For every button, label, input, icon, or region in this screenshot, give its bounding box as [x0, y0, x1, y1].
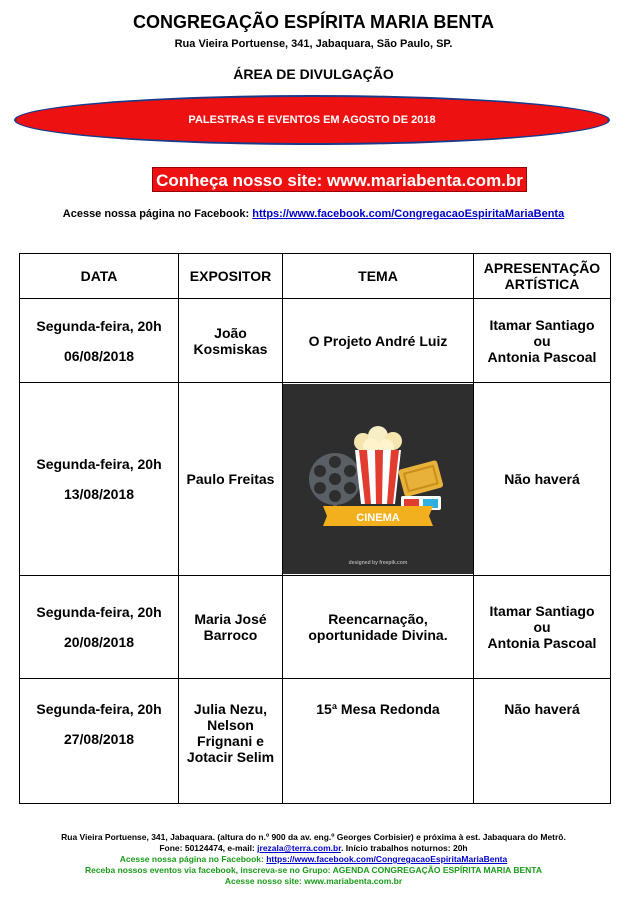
area-heading: ÁREA DE DIVULGAÇÃO [233, 66, 394, 82]
contact-suffix: . Início trabalhos noturnos: 20h [341, 843, 468, 853]
cinema-label [323, 506, 433, 526]
header-expositor: EXPOSITOR [179, 254, 283, 299]
site-banner[interactable]: Conheça nosso site: www.mariabenta.com.br [152, 167, 527, 192]
events-table [19, 253, 611, 804]
facebook-prefix: Acesse nossa página no Facebook: [62, 208, 253, 220]
date-cell [20, 383, 179, 576]
date-cell [20, 299, 179, 383]
image-credit: designed by freepik.com [348, 560, 408, 566]
day-text: Segunda-feira, 20h [36, 456, 162, 472]
address-line: Rua Vieira Portuense, 341, Jabaquara, São Paulo, SP. [174, 38, 453, 50]
table-header-row [20, 254, 611, 299]
footer-facebook-link[interactable]: https://www.facebook.com/CongregacaoEspiritaMariaBenta [266, 854, 508, 864]
footer-facebook-prefix: Acesse nossa página no Facebook: [119, 854, 267, 864]
artistica-line: Itamar Santiago [489, 603, 595, 619]
day-text: Segunda-feira, 20h [36, 604, 162, 620]
artistica-line: Não haverá [504, 701, 580, 717]
cinema-text: CINEMA [356, 512, 400, 524]
tema-cell: 15ª Mesa Redonda [283, 679, 474, 804]
ticket-icon [398, 460, 444, 497]
tema-cell: Reencarnação, oportunidade Divina. [283, 576, 474, 679]
artistica-line: ou [533, 619, 551, 635]
date-text: 20/08/2018 [63, 634, 135, 650]
date-text: 13/08/2018 [63, 486, 135, 502]
footer-contact [0, 843, 627, 854]
facebook-link[interactable]: https://www.facebook.com/CongregacaoEspiritaMariaBenta [252, 208, 565, 220]
artistica-cell [474, 299, 611, 383]
footer-address: Rua Vieira Portuense, 341, Jabaquara. (altura do n.º 900 da av. eng.º Georges Corbisier) e próxima à est. Jabaquara do Metrô. [61, 832, 566, 842]
table-row [20, 299, 611, 383]
page-title: CONGREGAÇÃO ESPÍRITA MARIA BENTA [132, 12, 494, 32]
header-tema: TEMA [283, 254, 474, 299]
footer [0, 832, 627, 887]
header-data: DATA [20, 254, 179, 299]
date-cell [20, 679, 179, 804]
date-cell [20, 576, 179, 679]
expositor-cell: Maria José Barroco [179, 576, 283, 679]
email-link[interactable]: jrezala@terra.com.br [257, 843, 342, 853]
artistica-line: ou [533, 332, 551, 349]
artistica-line: Não haverá [504, 471, 580, 487]
day-text: Segunda-feira, 20h [36, 701, 162, 717]
expositor-cell: Julia Nezu, Nelson Frignani e Jotacir Selim [179, 679, 283, 804]
table-row [20, 679, 611, 804]
expositor-cell: João Kosmiskas [179, 299, 283, 383]
footer-site: Acesse nosso site: www.mariabenta.com.br [224, 876, 403, 886]
table-row [20, 383, 611, 576]
tema-cell: O Projeto André Luiz [283, 299, 474, 383]
date-text: 06/08/2018 [63, 347, 135, 364]
artistica-cell [474, 576, 611, 679]
tema-cell [283, 383, 474, 576]
artistica-line: Antonia Pascoal [487, 635, 597, 651]
artistica-line: Itamar Santiago [489, 316, 595, 333]
date-text: 27/08/2018 [63, 731, 135, 747]
artistica-line: Antonia Pascoal [487, 348, 597, 365]
header-artistica: APRESENTAÇÃO ARTÍSTICA [474, 254, 611, 299]
expositor-cell: Paulo Freitas [179, 383, 283, 576]
day-text: Segunda-feira, 20h [36, 317, 162, 334]
footer-facebook [0, 854, 627, 865]
banner-text: PALESTRAS E EVENTOS EM AGOSTO DE 2018 [188, 114, 436, 126]
artistica-cell [474, 679, 611, 804]
cinema-image [283, 384, 473, 574]
popcorn-icon [354, 426, 402, 504]
facebook-line [0, 208, 627, 220]
footer-group: Receba nossos eventos via facebook, inscreva-se no Grupo: AGENDA CONGREGAÇÃO ESPÍRITA MARIA BENTA [84, 865, 543, 875]
table-row [20, 576, 611, 679]
artistica-cell [474, 383, 611, 576]
contact-prefix: Fone: 50124474, e-mail: [159, 843, 258, 853]
